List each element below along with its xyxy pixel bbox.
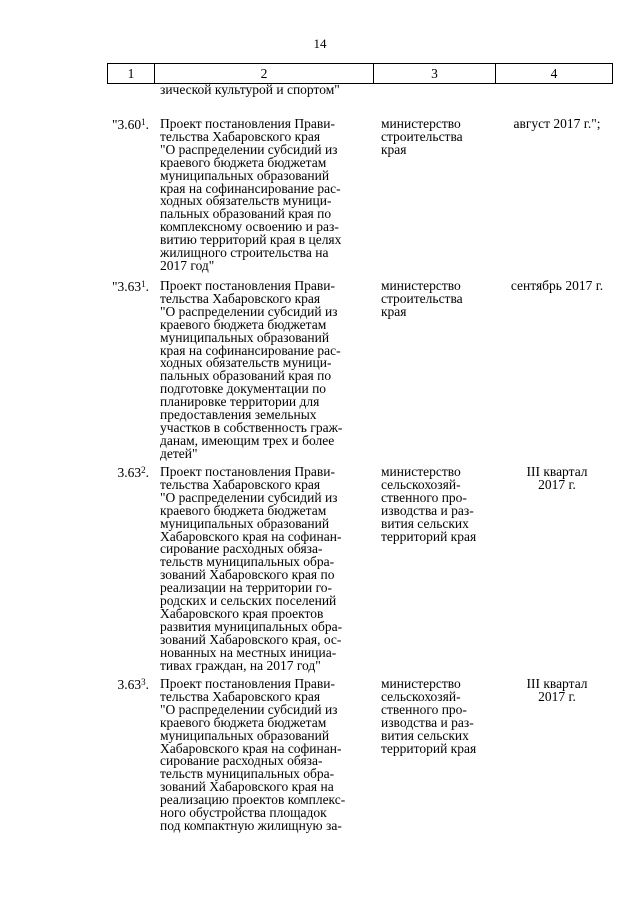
- text-line: территорий края: [381, 740, 477, 756]
- text-line: сельскохозяй-: [381, 476, 461, 492]
- item-number-superscript: 1: [141, 279, 146, 289]
- text-line: реализацию проектов комплекс-: [160, 792, 346, 808]
- text-line: тельств муниципальных обра-: [160, 554, 335, 570]
- text-line: сирование расходных обяза-: [160, 541, 323, 557]
- text-line: подготовке документации по: [160, 381, 327, 397]
- description-cell: [160, 118, 375, 273]
- deadline-cell: [498, 466, 616, 492]
- text-line: зической культурой и спортом": [160, 82, 340, 97]
- item-number: [112, 280, 149, 294]
- text-line: пальных образований края по: [160, 368, 332, 384]
- text-line: территорий края: [381, 528, 477, 544]
- text-line: жилищного строительства на: [160, 245, 329, 261]
- text-line: муниципальных образований: [160, 727, 330, 743]
- item-number-suffix: .: [145, 279, 149, 294]
- deadline-cell: [498, 678, 616, 704]
- text-line: "О распределении субсидий из: [160, 489, 338, 505]
- text-line: краевого бюджета бюджетам: [160, 714, 327, 730]
- description-cell: [160, 678, 375, 833]
- item-number-suffix: .: [145, 117, 149, 132]
- item-number: [118, 678, 150, 692]
- text-line: министерство: [381, 464, 461, 479]
- text-line: участков в собственность граж-: [160, 419, 343, 435]
- column-header-3: 3: [374, 64, 496, 84]
- text-line: тельства Хабаровского края: [160, 688, 321, 704]
- deadline-cell: [498, 118, 616, 131]
- item-number-superscript: 3: [141, 677, 146, 687]
- item-number-superscript: 2: [141, 465, 146, 475]
- text-line: края: [381, 141, 407, 157]
- text-line: реализации на территории го-: [160, 580, 333, 596]
- column-header-2: 2: [155, 64, 374, 84]
- text-line: "О распределении субсидий из: [160, 141, 338, 157]
- text-line: вития сельских: [381, 727, 469, 743]
- text-line: август 2017 г.";: [513, 116, 601, 131]
- text-line: ходных обязательств муници-: [160, 355, 332, 371]
- text-line: зований Хабаровского края по: [160, 567, 335, 583]
- text-line: муниципальных образований: [160, 515, 330, 531]
- text-line: комплексному освоению и раз-: [160, 219, 339, 235]
- text-line: тельств муниципальных обра-: [160, 766, 335, 782]
- text-line: развития муниципальных обра-: [160, 618, 343, 634]
- text-line: министерство: [381, 278, 461, 293]
- executor-cell: [381, 118, 499, 157]
- page-number: 14: [313, 36, 327, 51]
- text-line: вития сельских: [381, 515, 469, 531]
- column-header-1: 1: [108, 64, 155, 84]
- text-line: строительства: [381, 290, 463, 306]
- text-line: 2017 г.: [538, 688, 576, 704]
- text-line: министерство: [381, 676, 461, 691]
- text-line: тельства Хабаровского края: [160, 290, 321, 306]
- text-line: ходных обязательств муници-: [160, 193, 332, 209]
- text-line: Хабаровского края проектов: [160, 605, 324, 621]
- item-number: [112, 118, 149, 132]
- carryover-text: [160, 84, 340, 97]
- text-line: зований Хабаровского края, ос-: [160, 631, 342, 647]
- text-line: "О распределении субсидий из: [160, 701, 338, 717]
- deadline-cell: [498, 280, 616, 293]
- column-header-table: [107, 63, 613, 84]
- text-line: краевого бюджета бюджетам: [160, 316, 327, 332]
- text-line: Хабаровского края на софинан-: [160, 528, 342, 544]
- text-line: тивах граждан, на 2017 год": [160, 657, 321, 673]
- item-number-suffix: .: [145, 465, 149, 480]
- text-line: Проект постановления Прави-: [160, 676, 335, 691]
- text-line: изводства и раз-: [381, 502, 474, 518]
- text-line: ного обустройства площадок: [160, 805, 327, 821]
- text-line: края: [381, 303, 407, 319]
- text-line: под компактную жилищную за-: [160, 817, 342, 833]
- text-line: III квартал: [526, 464, 588, 479]
- item-number-superscript: 1: [141, 117, 146, 127]
- text-line: министерство: [381, 116, 461, 131]
- text-line: сентябрь 2017 г.: [510, 278, 604, 293]
- column-header-4: 4: [496, 64, 613, 84]
- text-line: края на софинансирование рас-: [160, 180, 341, 196]
- text-line: строительства: [381, 128, 463, 144]
- text-line: Проект постановления Прави-: [160, 116, 335, 131]
- text-line: изводства и раз-: [381, 714, 474, 730]
- text-line: зований Хабаровского края на: [160, 779, 334, 795]
- text-line: 2017 год": [160, 257, 215, 273]
- text-line: пальных образований края по: [160, 206, 332, 222]
- text-line: ственного про-: [381, 489, 467, 505]
- item-number-main: "3.63: [111, 279, 142, 294]
- text-line: сельскохозяй-: [381, 688, 461, 704]
- text-line: краевого бюджета бюджетам: [160, 502, 327, 518]
- item-number-main: 3.63: [117, 465, 142, 480]
- text-line: тельства Хабаровского края: [160, 476, 321, 492]
- item-number-main: 3.63: [117, 677, 142, 692]
- text-line: "О распределении субсидий из: [160, 303, 338, 319]
- text-line: планировке территории для: [160, 394, 320, 410]
- text-line: ственного про-: [381, 701, 467, 717]
- item-number-main: "3.60: [111, 117, 142, 132]
- text-line: III квартал: [526, 676, 588, 691]
- executor-cell: [381, 466, 499, 543]
- executor-cell: [381, 280, 499, 319]
- description-cell: [160, 466, 375, 673]
- text-line: муниципальных образований: [160, 167, 330, 183]
- text-line: 2017 г.: [538, 476, 576, 492]
- text-line: муниципальных образований: [160, 329, 330, 345]
- text-line: нованных на местных инициа-: [160, 644, 337, 660]
- text-line: тельства Хабаровского края: [160, 128, 321, 144]
- text-line: детей": [160, 445, 198, 461]
- text-line: Проект постановления Прави-: [160, 278, 335, 293]
- text-line: Проект постановления Прави-: [160, 464, 335, 479]
- text-line: предоставления земельных: [160, 407, 317, 423]
- text-line: витию территорий края в целях: [160, 232, 342, 248]
- text-line: данам, имеющим трех и более: [160, 432, 335, 448]
- text-line: сирование расходных обяза-: [160, 753, 323, 769]
- text-line: краевого бюджета бюджетам: [160, 154, 327, 170]
- column-header-row: [108, 64, 613, 84]
- text-line: края на софинансирование рас-: [160, 342, 341, 358]
- text-line: родских и сельских поселений: [160, 593, 337, 609]
- executor-cell: [381, 678, 499, 755]
- description-cell: [160, 280, 375, 461]
- text-line: Хабаровского края на софинан-: [160, 740, 342, 756]
- item-number: [118, 466, 150, 480]
- item-number-suffix: .: [145, 677, 149, 692]
